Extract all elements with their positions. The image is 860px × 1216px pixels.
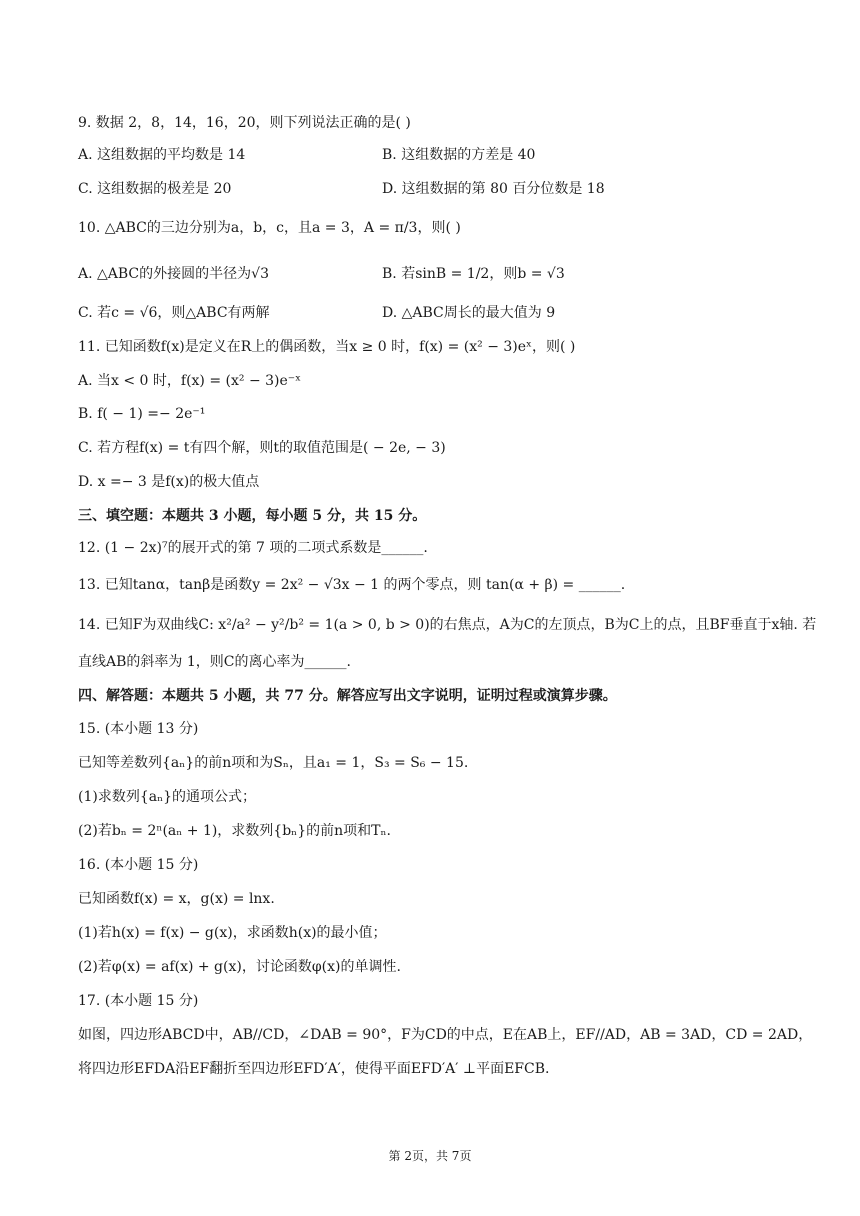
q12: 12. (1 − 2x)⁷的展开式的第 7 项的二项式系数是______. bbox=[78, 540, 428, 556]
section3-heading: 三、填空题：本题共 3 小题，每小题 5 分，共 15 分。 bbox=[78, 508, 427, 524]
q10-option-a: A. △ABC的外接圆的半径为√3 bbox=[78, 266, 269, 282]
q16-part1: (1)若h(x) = f(x) − g(x)，求函数h(x)的最小值； bbox=[78, 925, 387, 941]
q17-line2: 将四边形EFDA沿EF翻折至四边形EFD′A′，使得平面EFD′A′ ⊥平面EFCB. bbox=[78, 1061, 550, 1077]
q10-option-c: C. 若c = √6，则△ABC有两解 bbox=[78, 305, 270, 321]
q16-body: 已知函数f(x) = x，g(x) = lnx. bbox=[78, 891, 275, 907]
q9-option-c: C. 这组数据的极差是 20 bbox=[78, 181, 232, 197]
q11-option-c: C. 若方程f(x) = t有四个解，则t的取值范围是( − 2e, − 3) bbox=[78, 440, 446, 456]
q9-option-a: A. 这组数据的平均数是 14 bbox=[78, 147, 246, 163]
q15-part2: (2)若bₙ = 2ⁿ(aₙ + 1)，求数列{bₙ}的前n项和Tₙ. bbox=[78, 823, 392, 839]
q15-body: 已知等差数列{aₙ}的前n项和为Sₙ，且a₁ = 1，S₃ = S₆ − 15. bbox=[78, 755, 469, 771]
q10-option-b: B. 若sinB = 1/2，则b = √3 bbox=[382, 266, 565, 282]
q15-head: 15. (本小题 13 分) bbox=[78, 721, 199, 737]
q9-stem: 9. 数据 2，8，14，16，20，则下列说法正确的是( ) bbox=[78, 115, 411, 131]
q13: 13. 已知tanα，tanβ是函数y = 2x² − √3x − 1 的两个零点，则 tan(α + β) = ______. bbox=[78, 577, 626, 593]
q10-stem: 10. △ABC的三边分别为a，b，c，且a = 3，A = π/3，则( ) bbox=[78, 220, 461, 236]
q15-part1: (1)求数列{aₙ}的通项公式； bbox=[78, 789, 257, 805]
page-footer: 第 2页，共 7页 bbox=[388, 1149, 472, 1163]
q11-option-b: B. f( − 1) =− 2e⁻¹ bbox=[78, 406, 206, 422]
q9-option-b: B. 这组数据的方差是 40 bbox=[382, 147, 536, 163]
q17-line1: 如图，四边形ABCD中，AB//CD，∠DAB = 90°，F为CD的中点，E在AB上，EF//AD，AB = 3AD，CD = 2AD， bbox=[78, 1027, 813, 1043]
q14-line1: 14. 已知F为双曲线C: x²/a² − y²/b² = 1(a > 0, b > 0)的右焦点，A为C的左顶点，B为C上的点，且BF垂直于x轴. 若 bbox=[78, 617, 817, 633]
q14-line2: 直线AB的斜率为 1，则C的离心率为______. bbox=[78, 654, 351, 670]
q11-option-a: A. 当x < 0 时，f(x) = (x² − 3)e⁻ˣ bbox=[78, 373, 302, 389]
q10-option-d: D. △ABC周长的最大值为 9 bbox=[382, 305, 556, 321]
q11-stem: 11. 已知函数f(x)是定义在R上的偶函数，当x ≥ 0 时，f(x) = (x² − 3)eˣ，则( ) bbox=[78, 339, 576, 355]
q11-option-d: D. x =− 3 是f(x)的极大值点 bbox=[78, 474, 260, 490]
section4-heading: 四、解答题：本题共 5 小题，共 77 分。解答应写出文字说明，证明过程或演算步骤。 bbox=[78, 688, 617, 704]
q9-option-d: D. 这组数据的第 80 百分位数是 18 bbox=[382, 181, 605, 197]
q16-head: 16. (本小题 15 分) bbox=[78, 857, 199, 873]
q17-head: 17. (本小题 15 分) bbox=[78, 993, 199, 1009]
q16-part2: (2)若φ(x) = af(x) + g(x)，讨论函数φ(x)的单调性. bbox=[78, 959, 401, 975]
